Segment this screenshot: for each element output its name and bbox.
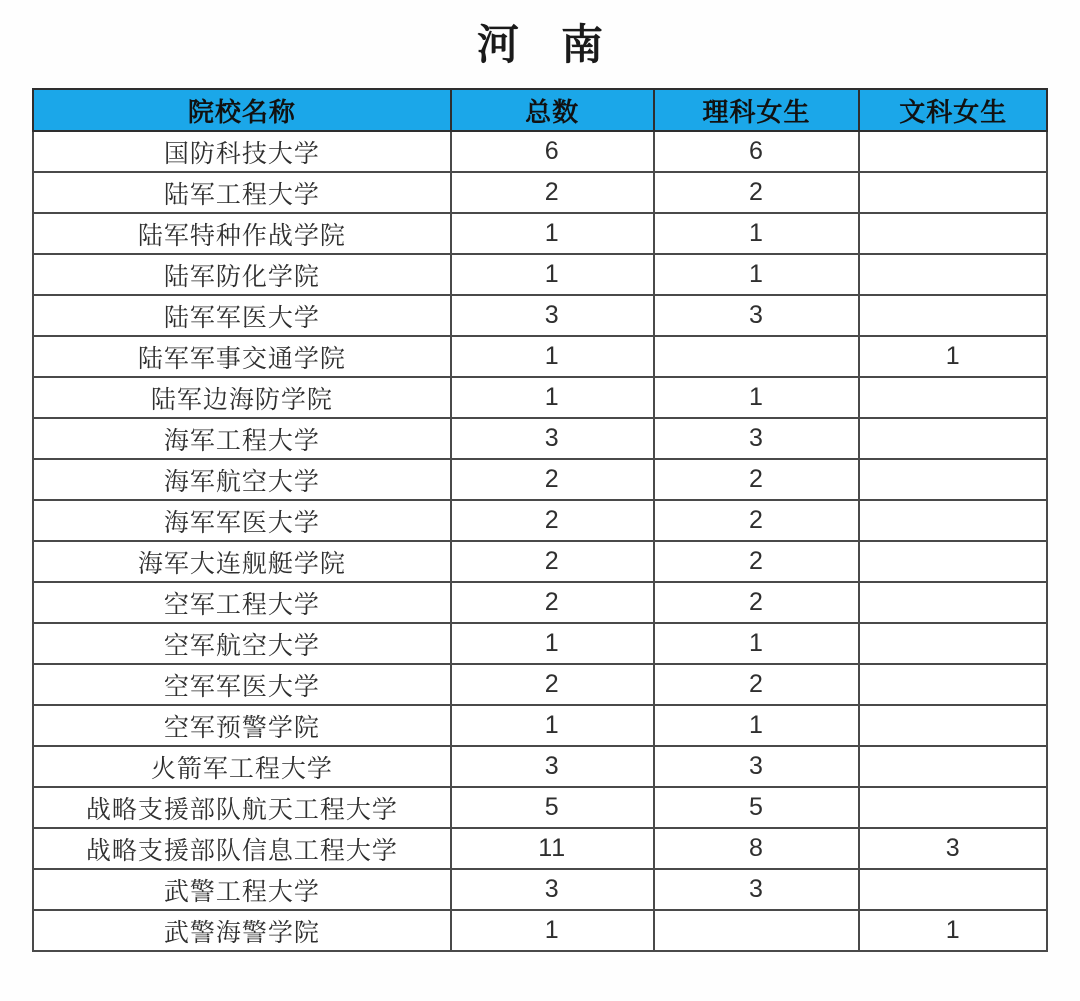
value-cell: 5 xyxy=(654,787,860,828)
value-cell: 3 xyxy=(859,828,1047,869)
admissions-table xyxy=(32,88,1048,952)
table-row xyxy=(33,664,1047,705)
table-row xyxy=(33,746,1047,787)
value-cell: 1 xyxy=(654,377,860,418)
table-row xyxy=(33,500,1047,541)
value-cell: 2 xyxy=(654,582,860,623)
value-cell: 6 xyxy=(654,131,860,172)
value-cell: 1 xyxy=(654,254,860,295)
table-row xyxy=(33,254,1047,295)
value-cell: 2 xyxy=(654,541,860,582)
table-header-row xyxy=(33,89,1047,131)
value-cell xyxy=(859,746,1047,787)
value-cell: 3 xyxy=(654,869,860,910)
table-row xyxy=(33,787,1047,828)
value-cell xyxy=(859,254,1047,295)
school-name-cell: 战略支援部队航天工程大学 xyxy=(33,787,451,828)
school-name-cell: 陆军工程大学 xyxy=(33,172,451,213)
school-name-cell: 武警海警学院 xyxy=(33,910,451,951)
value-cell: 3 xyxy=(451,869,654,910)
school-name-cell: 国防科技大学 xyxy=(33,131,451,172)
school-name-cell: 陆军边海防学院 xyxy=(33,377,451,418)
value-cell: 1 xyxy=(451,377,654,418)
value-cell: 11 xyxy=(451,828,654,869)
column-header: 理科女生 xyxy=(654,89,860,131)
value-cell: 2 xyxy=(654,500,860,541)
table-row xyxy=(33,377,1047,418)
table-row xyxy=(33,910,1047,951)
school-name-cell: 陆军防化学院 xyxy=(33,254,451,295)
value-cell xyxy=(859,541,1047,582)
table-body xyxy=(33,131,1047,951)
value-cell xyxy=(859,418,1047,459)
school-name-cell: 海军航空大学 xyxy=(33,459,451,500)
value-cell xyxy=(859,131,1047,172)
school-name-cell: 空军工程大学 xyxy=(33,582,451,623)
value-cell: 1 xyxy=(451,623,654,664)
value-cell: 1 xyxy=(451,910,654,951)
value-cell: 1 xyxy=(451,705,654,746)
school-name-cell: 空军预警学院 xyxy=(33,705,451,746)
column-header: 总数 xyxy=(451,89,654,131)
value-cell: 1 xyxy=(451,213,654,254)
school-name-cell: 陆军军医大学 xyxy=(33,295,451,336)
table-row xyxy=(33,418,1047,459)
value-cell xyxy=(859,295,1047,336)
value-cell xyxy=(654,336,860,377)
value-cell: 3 xyxy=(451,418,654,459)
value-cell xyxy=(859,172,1047,213)
value-cell: 1 xyxy=(859,910,1047,951)
value-cell xyxy=(859,705,1047,746)
value-cell: 2 xyxy=(451,459,654,500)
school-name-cell: 武警工程大学 xyxy=(33,869,451,910)
school-name-cell: 海军军医大学 xyxy=(33,500,451,541)
column-header: 文科女生 xyxy=(859,89,1047,131)
school-name-cell: 空军军医大学 xyxy=(33,664,451,705)
table-row xyxy=(33,582,1047,623)
table-row xyxy=(33,131,1047,172)
value-cell: 2 xyxy=(451,582,654,623)
value-cell: 3 xyxy=(654,418,860,459)
value-cell xyxy=(859,377,1047,418)
value-cell: 1 xyxy=(654,623,860,664)
school-name-cell: 战略支援部队信息工程大学 xyxy=(33,828,451,869)
table-row xyxy=(33,705,1047,746)
value-cell: 5 xyxy=(451,787,654,828)
value-cell: 3 xyxy=(654,746,860,787)
column-header: 院校名称 xyxy=(33,89,451,131)
table-row xyxy=(33,541,1047,582)
page-title: 河 南 xyxy=(476,21,603,68)
value-cell xyxy=(859,623,1047,664)
value-cell: 3 xyxy=(451,746,654,787)
school-name-cell: 海军大连舰艇学院 xyxy=(33,541,451,582)
value-cell: 2 xyxy=(451,541,654,582)
table-row xyxy=(33,869,1047,910)
table-row xyxy=(33,459,1047,500)
table-row xyxy=(33,295,1047,336)
school-name-cell: 海军工程大学 xyxy=(33,418,451,459)
school-name-cell: 陆军特种作战学院 xyxy=(33,213,451,254)
table-row xyxy=(33,623,1047,664)
value-cell xyxy=(859,500,1047,541)
table-row xyxy=(33,213,1047,254)
table-row xyxy=(33,172,1047,213)
value-cell: 1 xyxy=(654,213,860,254)
value-cell: 1 xyxy=(451,336,654,377)
value-cell xyxy=(859,664,1047,705)
header-row xyxy=(33,89,1047,131)
value-cell xyxy=(859,213,1047,254)
school-name-cell: 空军航空大学 xyxy=(33,623,451,664)
value-cell: 2 xyxy=(654,664,860,705)
value-cell: 8 xyxy=(654,828,860,869)
value-cell: 2 xyxy=(654,172,860,213)
value-cell xyxy=(654,910,860,951)
value-cell: 3 xyxy=(654,295,860,336)
school-name-cell: 火箭军工程大学 xyxy=(33,746,451,787)
value-cell: 1 xyxy=(654,705,860,746)
value-cell xyxy=(859,459,1047,500)
value-cell xyxy=(859,869,1047,910)
value-cell: 1 xyxy=(451,254,654,295)
value-cell: 3 xyxy=(451,295,654,336)
value-cell: 6 xyxy=(451,131,654,172)
value-cell xyxy=(859,582,1047,623)
value-cell xyxy=(859,787,1047,828)
value-cell: 2 xyxy=(451,664,654,705)
table-row xyxy=(33,336,1047,377)
value-cell: 2 xyxy=(451,172,654,213)
value-cell: 2 xyxy=(654,459,860,500)
school-name-cell: 陆军军事交通学院 xyxy=(33,336,451,377)
value-cell: 1 xyxy=(859,336,1047,377)
table-row xyxy=(33,828,1047,869)
value-cell: 2 xyxy=(451,500,654,541)
